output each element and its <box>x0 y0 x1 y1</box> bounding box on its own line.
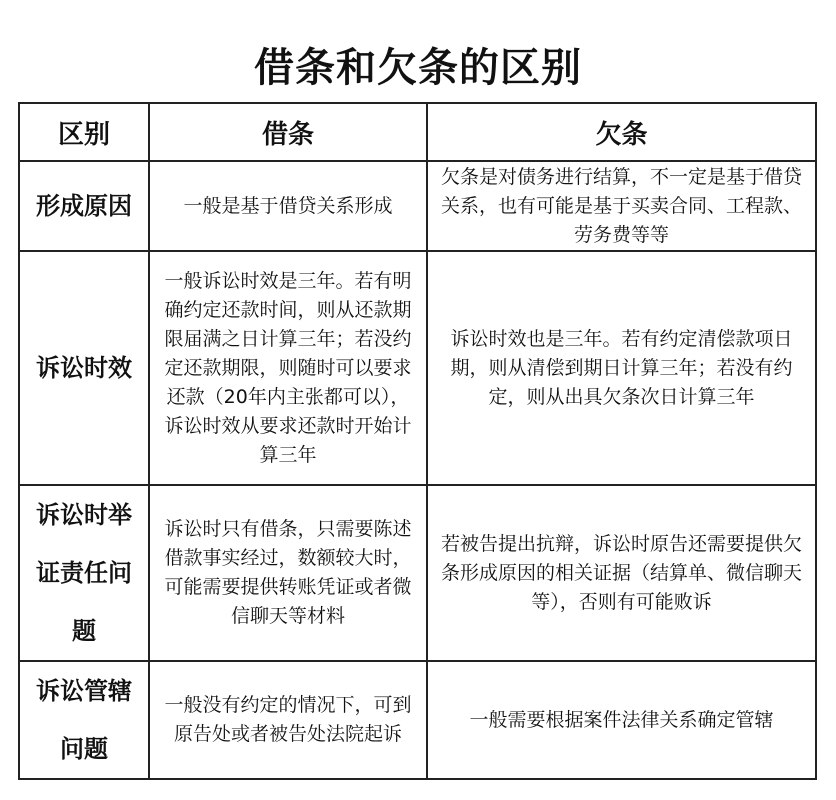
jietiao-cell: 一般没有约定的情况下，可到原告处或者被告处法院起诉 <box>149 661 427 779</box>
qiantiao-cell: 诉讼时效也是三年。若有约定清偿款项日期，则从清偿到期日计算三年；若没有约定，则从出具欠条次日计算三年 <box>427 251 816 485</box>
header-qiantiao: 欠条 <box>427 103 816 161</box>
jietiao-cell: 一般是基于借贷关系形成 <box>149 161 427 251</box>
row-label: 诉讼时举证责任问题 <box>19 485 149 661</box>
row-label: 诉讼时效 <box>19 251 149 485</box>
table-row <box>19 485 816 661</box>
qiantiao-cell: 欠条是对债务进行结算，不一定是基于借贷关系，也有可能是基于买卖合同、工程款、劳务费等等 <box>427 161 816 251</box>
page-title: 借条和欠条的区别 <box>254 45 582 91</box>
header-difference: 区别 <box>19 103 149 161</box>
jietiao-cell: 一般诉讼时效是三年。若有明确约定还款时间，则从还款期限届满之日计算三年；若没约定还款期限，则随时可以要求还款（20年内主张都可以），诉讼时效从要求还款时开始计算三年 <box>149 251 427 485</box>
row-label: 诉讼管辖问题 <box>19 661 149 779</box>
qiantiao-cell: 一般需要根据案件法律关系确定管辖 <box>427 661 816 779</box>
table-row <box>19 661 816 779</box>
comparison-table <box>18 102 817 780</box>
jietiao-cell: 诉讼时只有借条，只需要陈述借款事实经过，数额较大时，可能需要提供转账凭证或者微信聊天等材料 <box>149 485 427 661</box>
row-label: 形成原因 <box>19 161 149 251</box>
qiantiao-cell: 若被告提出抗辩，诉讼时原告还需要提供欠条形成原因的相关证据（结算单、微信聊天等），否则有可能败诉 <box>427 485 816 661</box>
table-header-row <box>19 103 816 161</box>
header-jietiao: 借条 <box>149 103 427 161</box>
table-row <box>19 161 816 251</box>
table-row <box>19 251 816 485</box>
